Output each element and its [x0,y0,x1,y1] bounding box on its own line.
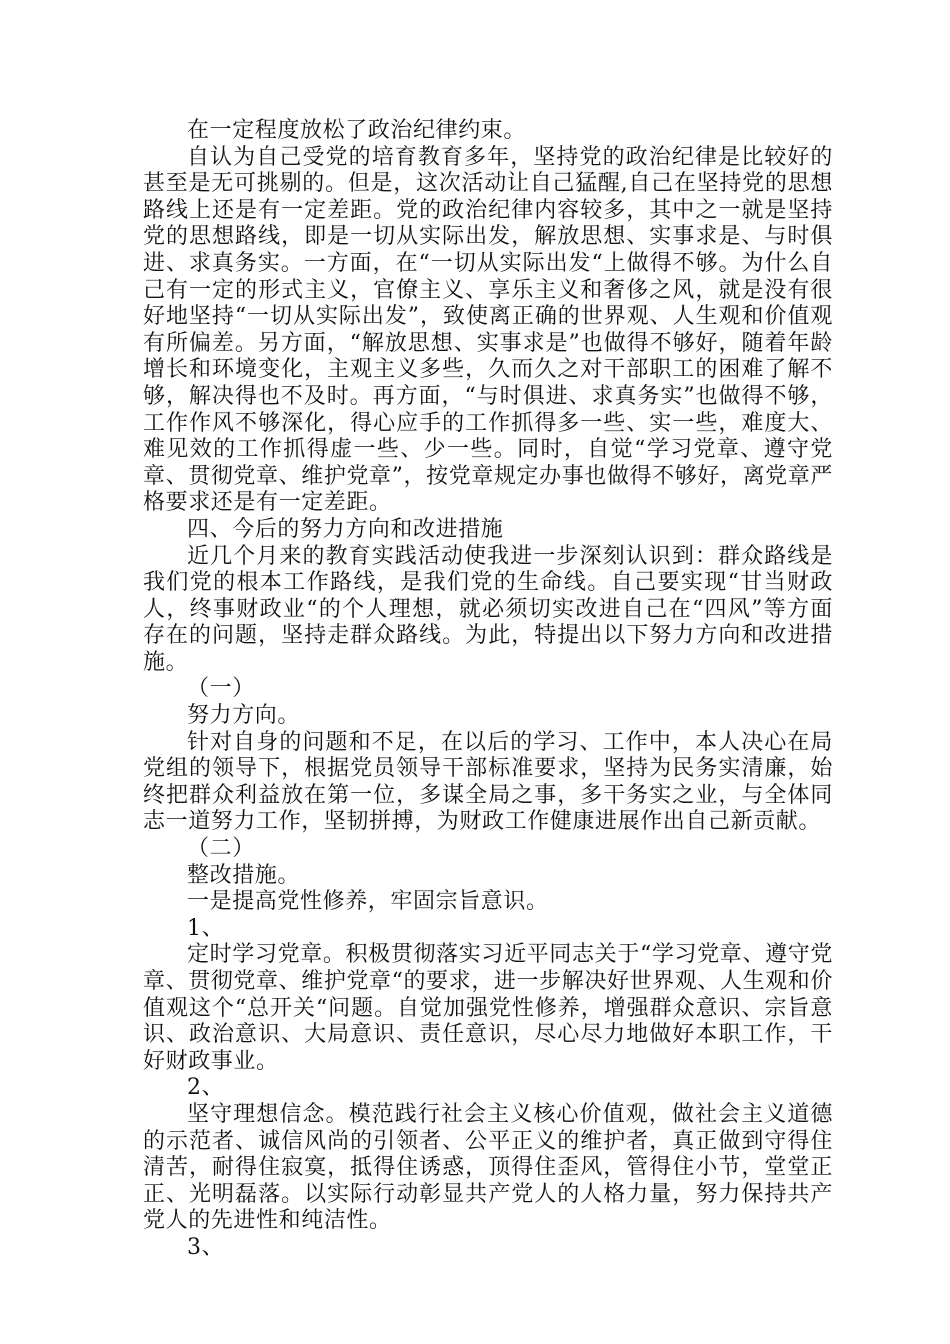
paragraph-direction-body: 针对自身的问题和不足，在以后的学习、工作中，本人决心在局党组的领导下，根据党员领导干部标准要求，坚持为民务实清廉，始终把群众利益放在第一位，多谋全局之事，多干务实之业，与全体同志一道努力工作，坚韧拼搏，为财政工作健康进展作出自己新贡献。 [143,729,833,835]
list-number-1: 1、 [187,915,225,941]
subsection-title-direction: 努力方向。 [187,703,301,729]
paragraph-mass-line: 近几个月来的教育实践活动使我进一步深刻认识到：群众路线是我们党的根本工作路线，是我们党的生命线。自己要实现“甘当财政人，终事财政业“的个人理想，就必须切实改进自己在“四风”等方面存在的问题，坚持走群众路线。为此，特提出以下努力方向和改进措施。 [143,543,833,675]
paragraph-discipline-relaxed: 在一定程度放松了政治纪律约束。 [187,118,527,143]
subsection-number-one: （一） [187,676,255,702]
section-heading-future-direction: 四、今后的努力方向和改进措施 [187,516,504,542]
list-number-2: 2、 [187,1075,225,1101]
list-number-3: 3、 [187,1234,225,1260]
subsection-title-measures: 整改措施。 [187,862,301,888]
paragraph-study-party-constitution: 定时学习党章。积极贯彻落实习近平同志关于“学习党章、遵守党章、贯彻党章、维护党章“的要求，进一步解决好世界观、人生观和价值观这个“总开关“问题。自觉加强党性修养，增强群众意识、宗旨意识、政治意识、大局意识、责任意识，尽心尽力地做好本职工作，干好财政事业。 [143,942,833,1074]
subsection-number-two: （二） [187,836,255,862]
paragraph-self-assessment: 自认为自己受党的培育教育多年，坚持党的政治纪律是比较好的甚至是无可挑剔的。但是，这次活动让自己猛醒,自己在坚持党的思想路线上还是有一定差距。党的政治纪律内容较多，其中之一就是坚持党的思想路线，即是一切从实际出发，解放思想、实事求是、与时俱进、求真务实。一方面，在“一切从实际出发“上做得不够。为什么自己有一定的形式主义，官僚主义、享乐主义和奢侈之风，就是没有很好地坚持“一切从实际出发”，致使离正确的世界观、人生观和价值观有所偏差。另方面，“解放思想、实事求是”也做得不够好，随着年龄增长和环境变化，主观主义多些，久而久之对干部职工的困难了解不够，解决得也不及时。再方面，“与时俱进、求真务实”也做得不够，工作作风不够深化，得心应手的工作抓得多一些、实一些，难度大、难见效的工作抓得虚一些、少一些。同时，自觉“学习党章、遵守党章、贯彻党章、维护党章”，按党章规定办事也做得不够好，离党章严格要求还是有一定差距。 [143,144,833,516]
document-page [143,118,833,1262]
paragraph-ideals-beliefs: 坚守理想信念。模范践行社会主义核心价值观，做社会主义道德的示范者、诚信风尚的引领者、公平正义的维护者，真正做到守得住清苦，耐得住寂寞，抵得住诱惑，顶得住歪风，管得住小节，堂堂正正、光明磊落。以实际行动彰显共产党人的人格力量，努力保持共产党人的先进性和纯洁性。 [143,1101,833,1234]
measure-heading-party-spirit: 一是提高党性修养，牢固宗旨意识。 [187,889,549,915]
